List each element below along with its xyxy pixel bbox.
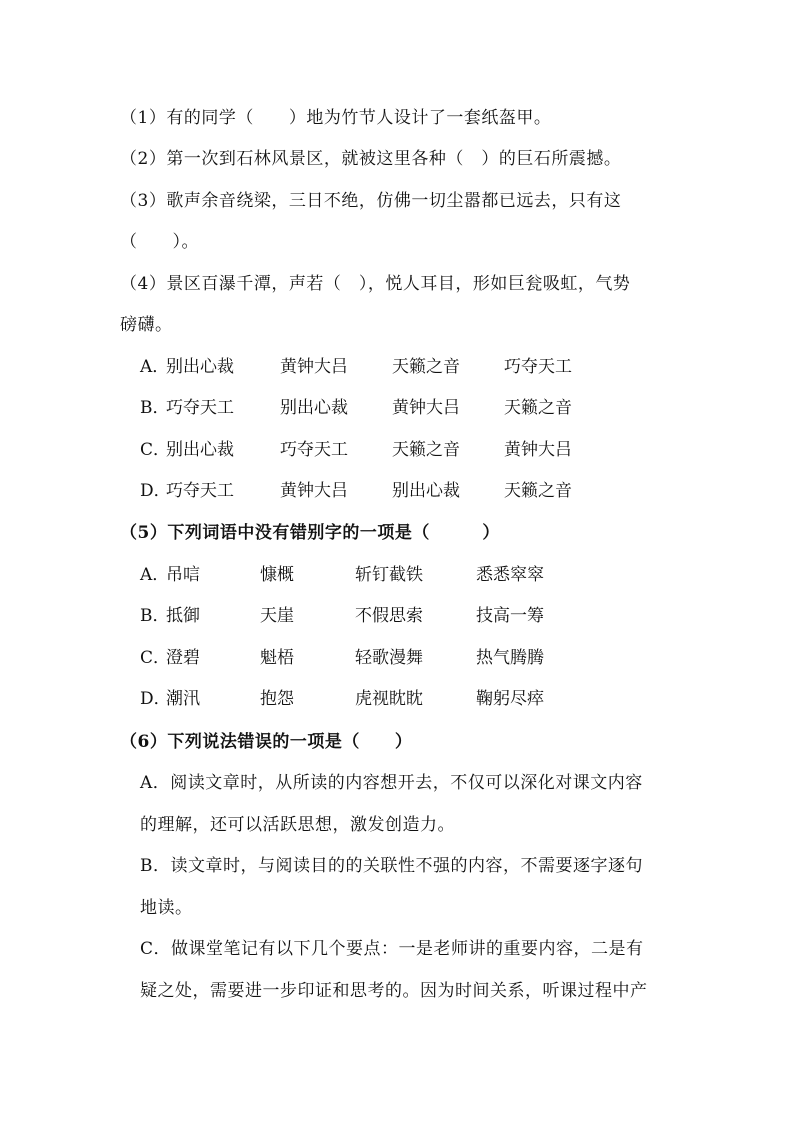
question-6-title: （6）下列说法错误的一项是（ ） [120, 732, 413, 752]
option-word: 慷概 [260, 565, 294, 585]
option-label: A． [140, 357, 170, 377]
q6-option-c: C．做课堂笔记有以下几个要点：一是老师讲的重要内容，二是有 [140, 939, 644, 959]
q6-option-a-cont: 的理解，还可以活跃思想，激发创造力。 [140, 815, 455, 835]
option-word: 黄钟大吕 [392, 398, 460, 418]
option-word: 悉悉窣窣 [476, 565, 544, 585]
option-word: 潮汛 [166, 689, 200, 709]
option-word: 巧夺天工 [504, 357, 572, 377]
option-word: 斩钉截铁 [355, 565, 423, 585]
question-5-title: （5）下列词语中没有错别字的一项是（ ） [120, 523, 500, 543]
option-word: 别出心裁 [392, 481, 460, 501]
option-word: 巧夺天工 [280, 440, 348, 460]
option-word: 巧夺天工 [166, 398, 234, 418]
option-label: B． [140, 606, 170, 626]
q6-option-c-cont: 疑之处，需要进一步印证和思考的。因为时间关系，听课过程中产 [140, 981, 648, 1001]
option-word: 澄碧 [166, 648, 200, 668]
fill-blank-3: （3）歌声余音绕梁，三日不绝，仿佛一切尘嚣都已远去，只有这 [120, 191, 622, 211]
option-word: 虎视眈眈 [355, 689, 423, 709]
option-word: 别出心裁 [280, 398, 348, 418]
option-word: 技高一筹 [476, 606, 544, 626]
option-word: 别出心裁 [166, 357, 234, 377]
fill-blank-4: （4）景区百瀑千潭，声若（ ），悦人耳目，形如巨瓮吸虹，气势 [120, 274, 631, 294]
option-label: A． [140, 565, 170, 585]
option-word: 吊唁 [166, 565, 200, 585]
option-word: 别出心裁 [166, 440, 234, 460]
option-word: 天籁之音 [504, 481, 572, 501]
q6-option-b-cont: 地读。 [140, 898, 193, 918]
option-label: B． [140, 398, 170, 418]
option-word: 热气腾腾 [476, 648, 544, 668]
option-word: 抵御 [166, 606, 200, 626]
option-label: D． [140, 689, 171, 709]
option-word: 天籁之音 [392, 440, 460, 460]
option-word: 轻歌漫舞 [355, 648, 423, 668]
fill-blank-4-cont: 磅礴。 [120, 315, 173, 335]
option-word: 黄钟大吕 [280, 357, 348, 377]
option-word: 不假思索 [355, 606, 423, 626]
option-word: 魁梧 [260, 648, 294, 668]
q6-option-a: A．阅读文章时，从所读的内容想开去，不仅可以深化对课文内容 [140, 773, 643, 793]
option-word: 天籁之音 [504, 398, 572, 418]
option-word: 黄钟大吕 [280, 481, 348, 501]
option-word: 黄钟大吕 [504, 440, 572, 460]
option-label: D． [140, 481, 171, 501]
option-word: 巧夺天工 [166, 481, 234, 501]
q6-option-b: B．读文章时，与阅读目的的关联性不强的内容，不需要逐字逐句 [140, 856, 643, 876]
option-word: 天籁之音 [392, 357, 460, 377]
option-label: C． [140, 648, 171, 668]
option-word: 抱怨 [260, 689, 294, 709]
fill-blank-2: （2）第一次到石林风景区，就被这里各种（ ）的巨石所震撼。 [120, 149, 622, 169]
option-word: 鞠躬尽瘁 [476, 689, 544, 709]
option-word: 天崖 [260, 606, 294, 626]
fill-blank-3-cont: （ ）。 [120, 232, 199, 252]
option-label: C． [140, 440, 171, 460]
fill-blank-1: （1）有的同学（ ）地为竹节人设计了一套纸盔甲。 [120, 108, 552, 128]
